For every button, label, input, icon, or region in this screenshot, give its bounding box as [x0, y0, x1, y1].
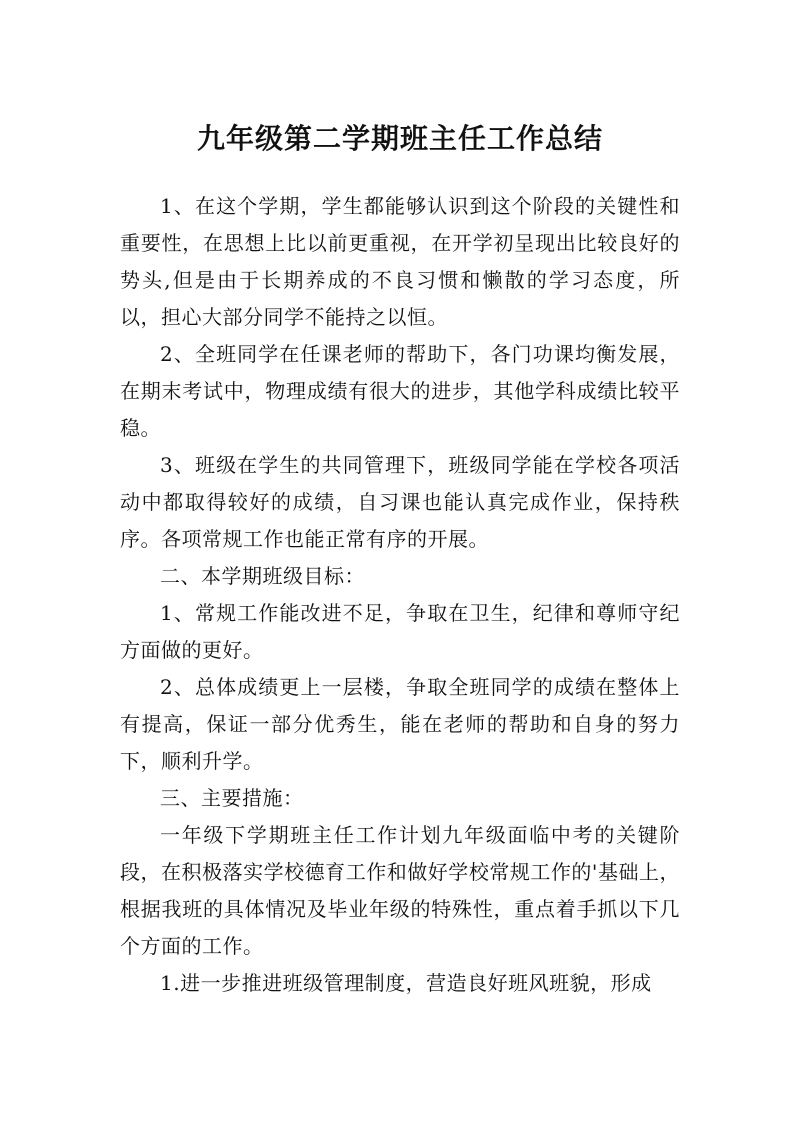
goal-item-2: 2、总体成绩更上一层楼，争取全班同学的成绩在整体上有提高，保证一部分优秀生，能在老师的帮助和自身的努力下，顺利升学。	[120, 675, 680, 773]
paragraph-3: 3、班级在学生的共同管理下，班级同学能在学校各项活动中都取得较好的成绩，自习课也能认真完成作业，保持秩序。各项常规工作也能正常有序的开展。	[120, 453, 680, 551]
document-title: 九年级第二学期班主任工作总结	[196, 121, 603, 155]
paragraph-2: 2、全班同学在任课老师的帮助下，各门功课均衡发展，在期末考试中，物理成绩有很大的进步，其他学科成绩比较平稳。	[120, 342, 680, 440]
measures-intro: 一年级下学期班主任工作计划九年级面临中考的关键阶段，在积极落实学校德育工作和做好学校常规工作的'基础上，根据我班的具体情况及毕业年级的特殊性，重点着手抓以下几个方面的工作。	[120, 823, 680, 958]
paragraph-1: 1、在这个学期，学生都能够认识到这个阶段的关键性和重要性，在思想上比以前更重视，在开学初呈现出比较良好的势头,但是由于长期养成的不良习惯和懒散的学习态度，所以，担心大部分同学不能持之以恒。	[120, 194, 680, 329]
goal-item-1: 1、常规工作能改进不足，争取在卫生，纪律和尊师守纪方面做的更好。	[120, 601, 680, 662]
document-body	[120, 188, 680, 1002]
section-heading-measures: 三、主要措施：	[160, 786, 304, 810]
section-heading-goals: 二、本学期班级目标：	[160, 564, 365, 588]
measure-item-1: 1.进一步推进班级管理制度，营造良好班风班貌，形成	[160, 971, 652, 995]
